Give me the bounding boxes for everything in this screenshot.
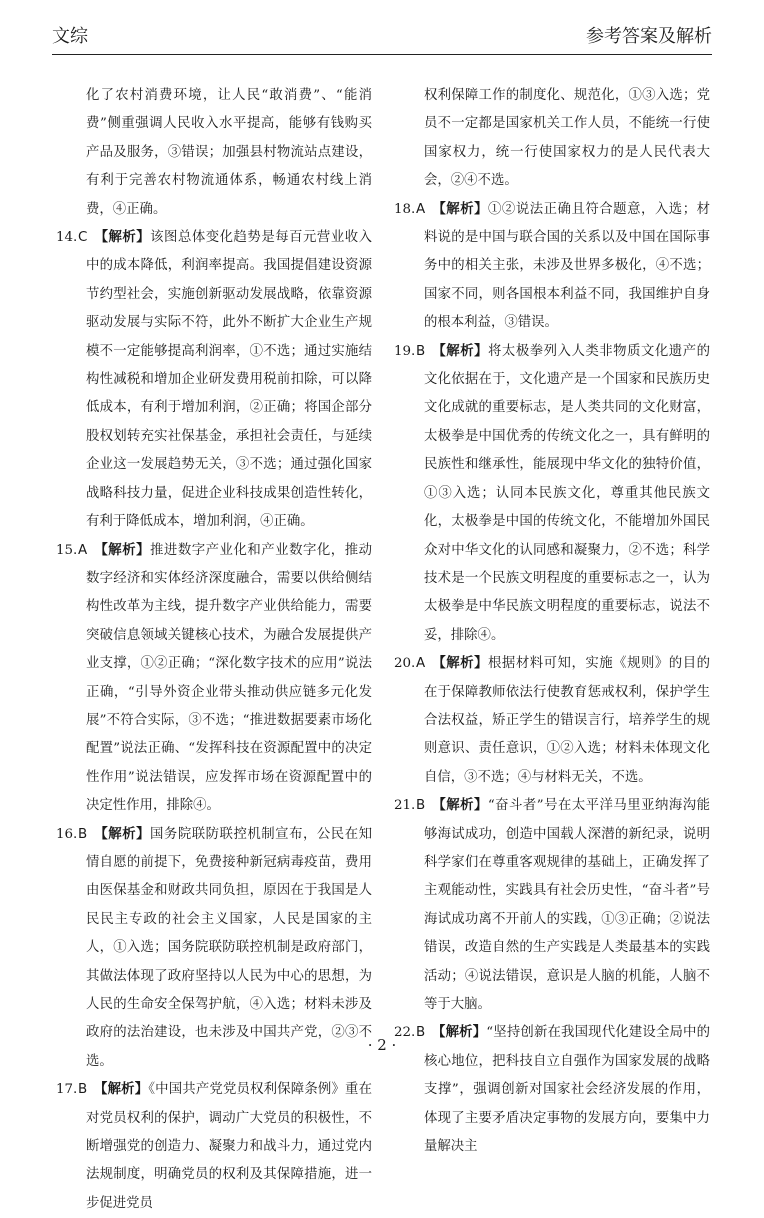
analysis-text: 根据材料可知，实施《规则》的目的在于保障教师依法行使教育惩戒权利，保护学生合法权益，矫正学生的错误言行，培养学生的规则意识、责任意识，①②入选；材料未体现文化自信，③不选；④与材料无关，不选。 — [424, 656, 710, 785]
analysis-text: 《中国共产党党员权利保障条例》重在对党员权利的保护，调动广大党员的积极性，不断增强党的创造力、凝聚力和战斗力，通过党内法规制度，明确党员的权利及其保障措施，进一步促进党员 — [86, 1082, 372, 1211]
answer-letter: C — [78, 230, 88, 246]
analysis-tag: 【解析】 — [431, 201, 489, 217]
analysis-text: 国务院联防联控机制宣布，公民在知情自愿的前提下，免费接种新冠病毒疫苗，费用由医保基金和财政共同负担，原因在于我国是人民民主专政的社会主义国家，人民是国家的主人，①入选；国务院联防联控机制是政府部门，其做法体现了政府坚持以人民为中心的思想，为人民的生命安全保驾护航，④入选；材料未涉及政府的法治建设，也未涉及中国共产党，②③不选。 — [86, 826, 373, 1069]
answer-letter: B — [416, 798, 426, 814]
question-number: 20. — [394, 656, 416, 672]
answer-item — [394, 338, 710, 650]
analysis-text: 推进数字产业化和产业数字化，推动数字经济和实体经济深度融合，需要以供给侧结构性改革为主线，提升数字产业供给能力，需要突破信息领域关键核心技术，为融合发展提供产业支撑，①②正确；“深化数字技术的应用”说法正确，“引导外资企业带头推动供应链多元化发展”不符合实际，③不选；“推进数据要素市场化配置”说法正确、“发挥科技在资源配置中的决定性作用”说法错误，应发挥市场在资源配置中的决定性作用，排除④。 — [86, 542, 372, 814]
analysis-tag: 【解析】 — [431, 1025, 487, 1041]
right-column — [394, 82, 710, 1161]
page-number: · 2 · — [367, 1036, 397, 1054]
answer-letter: A — [416, 656, 426, 672]
analysis-text: 将太极拳列入人类非物质文化遗产的文化依据在于，文化遗产是一个国家和民族历史文化成就的重要标志，是人类共同的文化财富，太极拳是中国优秀的传统文化之一，具有鲜明的民族性和继承性，能展现中华文化的独特价值，①③入选；认同本民族文化，尊重其他民族文化，太极拳是中国的传统文化，不能增加外国民众对中华文化的认同感和凝聚力，②不选；科学技术是一个民族文明程度的重要标志之一，认为太极拳是中华民族文明程度的重要标志，说法不妥，排除④。 — [424, 343, 711, 643]
answer-continuation: 权利保障工作的制度化、规范化，①③入选；党员不一定都是国家机关工作人员，不能统一行使国家权力，统一行使国家权力的是人民代表大会，②④不选。 — [424, 88, 710, 189]
analysis-tag: 【解析】 — [94, 230, 151, 246]
header-subject: 文综 — [52, 26, 88, 47]
question-number: 17. — [56, 1082, 78, 1098]
analysis-text: “坚持创新在我国现代化建设全局中的核心地位，把科技自立自强作为国家发展的战略支撑”，强调创新对国家社会经济发展的作用，体现了主要矛盾决定事物的发展方向，要集中力量解决主 — [424, 1025, 710, 1155]
question-number: 16. — [56, 826, 78, 842]
analysis-tag: 【解析】 — [431, 798, 488, 814]
analysis-text: “奋斗者”号在太平洋马里亚纳海沟能够海试成功，创造中国载人深潜的新纪录，说明科学家们在尊重客观规律的基础上，正确发挥了主观能动性，实践具有社会历史性，“奋斗者”号海试成功离不开前人的实践，①③正确；②说法错误，改造自然的生产实践是人类最基本的实践活动；④说法错误，意识是人脑的机能，人脑不等于大脑。 — [424, 798, 711, 1012]
answer-letter: A — [78, 542, 88, 558]
analysis-tag: 【解析】 — [93, 1082, 149, 1098]
question-number: 22. — [394, 1025, 416, 1041]
question-number: 18. — [394, 201, 416, 217]
analysis-tag: 【解析】 — [431, 343, 489, 359]
answer-item — [56, 1076, 372, 1218]
page-header — [52, 22, 712, 55]
question-number: 14. — [56, 230, 78, 246]
answer-item — [394, 650, 710, 792]
analysis-tag: 【解析】 — [431, 656, 489, 672]
answer-item — [56, 537, 372, 821]
answer-letter: B — [78, 1082, 88, 1098]
question-number: 21. — [394, 798, 416, 814]
analysis-text: 该图总体变化趋势是每百元营业收入中的成本降低，利润率提高。我国提倡建设资源节约型社会，实施创新驱动发展战略，依靠资源驱动发展与实际不符，此外不断扩大企业生产规模不一定能够提高利润率，①不选；通过实施结构性减税和增加企业研发费用税前扣除，可以降低成本，有利于增加利润，②正确；将国企部分股权划转充实社保基金，承担社会责任，与延续企业这一发展趋势无关，③不选；通过强化国家战略科技力量，促进企业科技成果创造性转化，有利于降低成本，增加利润，④正确。 — [86, 230, 372, 530]
answer-continuation: 化了农村消费环境，让人民“敢消费”、“能消费”侧重强调人民收入水平提高，能够有钱购买产品及服务，③错误；加强县村物流站点建设，有利于完善农村物流通体系，畅通农村线上消费，④正确。 — [86, 88, 372, 217]
header-title: 参考答案及解析 — [586, 26, 712, 47]
analysis-tag: 【解析】 — [93, 826, 151, 842]
answer-item — [394, 196, 710, 338]
question-number: 19. — [394, 343, 416, 359]
answer-letter: B — [78, 826, 88, 842]
analysis-text: ①②说法正确且符合题意，入选；材料说的是中国与联合国的关系以及中国在国际事务中的相关主张，未涉及世界多极化，④不选；国家不同，则各国根本利益不同，我国维护自身的根本利益，③错误。 — [424, 201, 710, 331]
answer-letter: B — [416, 1025, 426, 1041]
answer-item — [394, 792, 710, 1019]
analysis-tag: 【解析】 — [93, 542, 151, 558]
answer-letter: B — [416, 343, 426, 359]
answer-letter: A — [416, 201, 426, 217]
question-number: 15. — [56, 542, 78, 558]
answer-item — [56, 224, 372, 536]
